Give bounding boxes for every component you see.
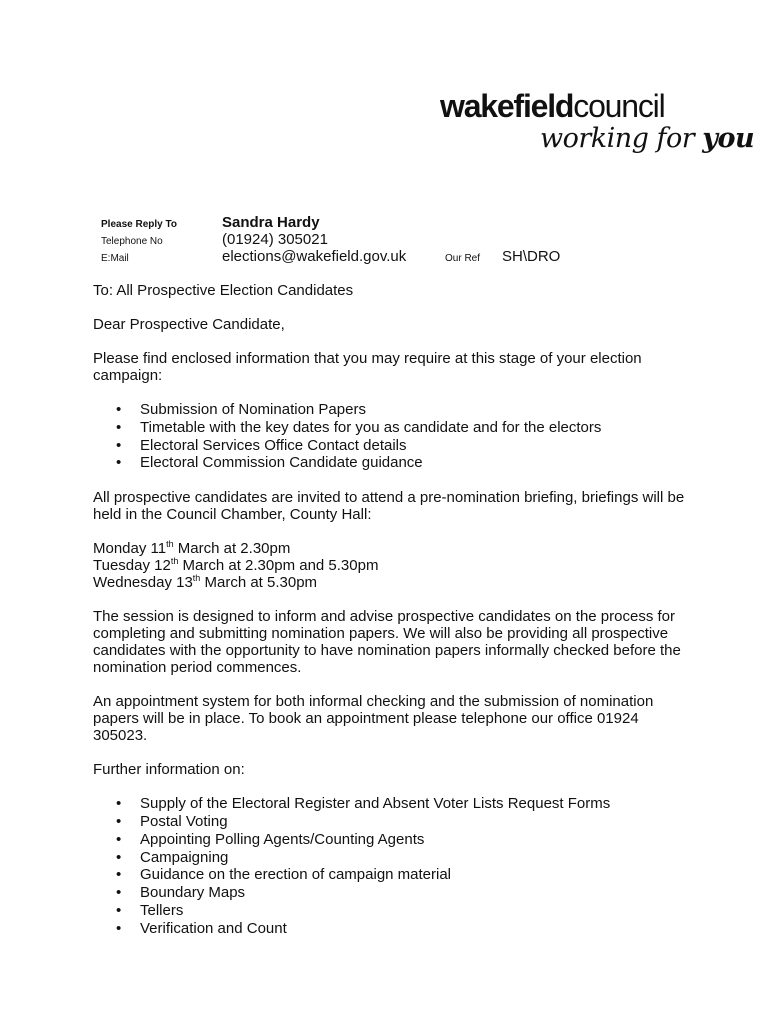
- list-item: [93, 401, 693, 419]
- wakefield-council-logo: [440, 86, 755, 176]
- logo-tagline: [540, 122, 754, 156]
- to-line: To: All Prospective Election Candidates: [93, 282, 354, 299]
- briefing-date-day: Monday 11: [93, 540, 167, 558]
- briefing-date: [93, 557, 693, 574]
- bullet-icon: •: [116, 884, 122, 902]
- list-item: [93, 437, 693, 455]
- logo-tagline-working-for: working for: [540, 123, 703, 154]
- briefing-date: [93, 540, 693, 557]
- our-ref-label: Our Ref: [445, 253, 481, 264]
- briefing-date-day: Tuesday 12: [93, 557, 171, 575]
- list-item-text: Timetable with the key dates for you as candidate and for the electors: [140, 418, 602, 436]
- reply-to-value: Sandra Hardy: [222, 214, 320, 231]
- bullet-icon: •: [116, 454, 122, 472]
- letter-body: [93, 282, 693, 955]
- bullet-icon: •: [116, 418, 122, 436]
- list-item-text: Verification and Count: [140, 919, 287, 937]
- salutation: Dear Prospective Candidate,: [93, 316, 285, 333]
- briefing-paragraph: All prospective candidates are invited to attend a pre-nomination briefing, briefings will be held in the Council Chamber, County Hall:: [93, 489, 685, 524]
- briefing-date-rest: March at 2.30pm and 5.30pm: [178, 557, 379, 575]
- telephone-value: (01924) 305021: [222, 231, 328, 248]
- briefing-date-day: Wednesday 13: [93, 574, 193, 592]
- briefing-date-suffix: th: [170, 556, 179, 567]
- list-item: [93, 866, 693, 884]
- bullet-icon: •: [116, 795, 122, 813]
- list-item: [93, 813, 693, 831]
- list-item-text: Tellers: [140, 901, 184, 919]
- bullet-icon: •: [116, 436, 122, 454]
- our-ref-value: SH\DRO: [502, 248, 561, 265]
- briefing-date-suffix: th: [166, 539, 174, 550]
- list-item-text: Submission of Nomination Papers: [140, 401, 366, 418]
- bullet-icon: •: [116, 919, 122, 937]
- reply-to-label: Please Reply To: [101, 219, 177, 230]
- email-value: elections@wakefield.gov.uk: [222, 248, 407, 265]
- list-item: [93, 884, 693, 902]
- list-item: [93, 831, 693, 849]
- bullet-icon: •: [116, 830, 122, 848]
- bullet-icon: •: [116, 901, 122, 919]
- list-item-text: Campaigning: [140, 848, 229, 866]
- briefing-date-rest: March at 5.30pm: [200, 574, 318, 592]
- further-info-list: [93, 795, 693, 937]
- session-paragraph: The session is designed to inform and advise prospective candidates on the process for completing and submitting nomination papers. We will also be providing all prospective candidates with the opportunity to have nomination papers informally checked before the nomination period commences.: [93, 608, 681, 677]
- list-item: [93, 849, 693, 867]
- list-item: [93, 795, 693, 813]
- enclosures-list: [93, 401, 693, 472]
- list-item-text: Electoral Services Office Contact details: [140, 436, 407, 454]
- list-item-text: Boundary Maps: [140, 884, 246, 902]
- list-item: [93, 902, 693, 920]
- briefing-date-rest: March at 2.30pm: [173, 540, 291, 558]
- list-item-text: Appointing Polling Agents/Counting Agents: [140, 830, 425, 848]
- appointment-paragraph: An appointment system for both informal checking and the submission of nomination papers will be in place. To book an appointment please telephone our office 01924 305023.: [93, 693, 654, 745]
- logo-wordmark: [440, 86, 664, 126]
- list-item: [93, 419, 693, 437]
- bullet-icon: •: [116, 848, 122, 866]
- bullet-icon: •: [116, 866, 122, 884]
- briefing-date: [93, 574, 693, 591]
- bullet-icon: •: [116, 812, 122, 830]
- briefing-date-suffix: th: [192, 573, 201, 584]
- bullet-icon: •: [116, 401, 122, 418]
- logo-wakefield: wakefield: [440, 88, 574, 124]
- logo-council: council: [573, 88, 665, 124]
- list-item: [93, 454, 693, 472]
- list-item-text: Electoral Commission Candidate guidance: [140, 454, 423, 472]
- logo-tagline-you: you: [702, 123, 755, 154]
- list-item-text: Supply of the Electoral Register and Absent Voter Lists Request Forms: [140, 795, 611, 813]
- intro-paragraph: Please find enclosed information that you may require at this stage of your election campaign:: [93, 350, 642, 384]
- email-label: E:Mail: [101, 253, 129, 264]
- list-item-text: Postal Voting: [140, 812, 228, 830]
- briefing-dates: [93, 540, 693, 591]
- list-item-text: Guidance on the erection of campaign material: [140, 866, 452, 884]
- telephone-label: Telephone No: [101, 236, 163, 247]
- further-info-heading: Further information on:: [93, 761, 245, 779]
- list-item: [93, 920, 693, 938]
